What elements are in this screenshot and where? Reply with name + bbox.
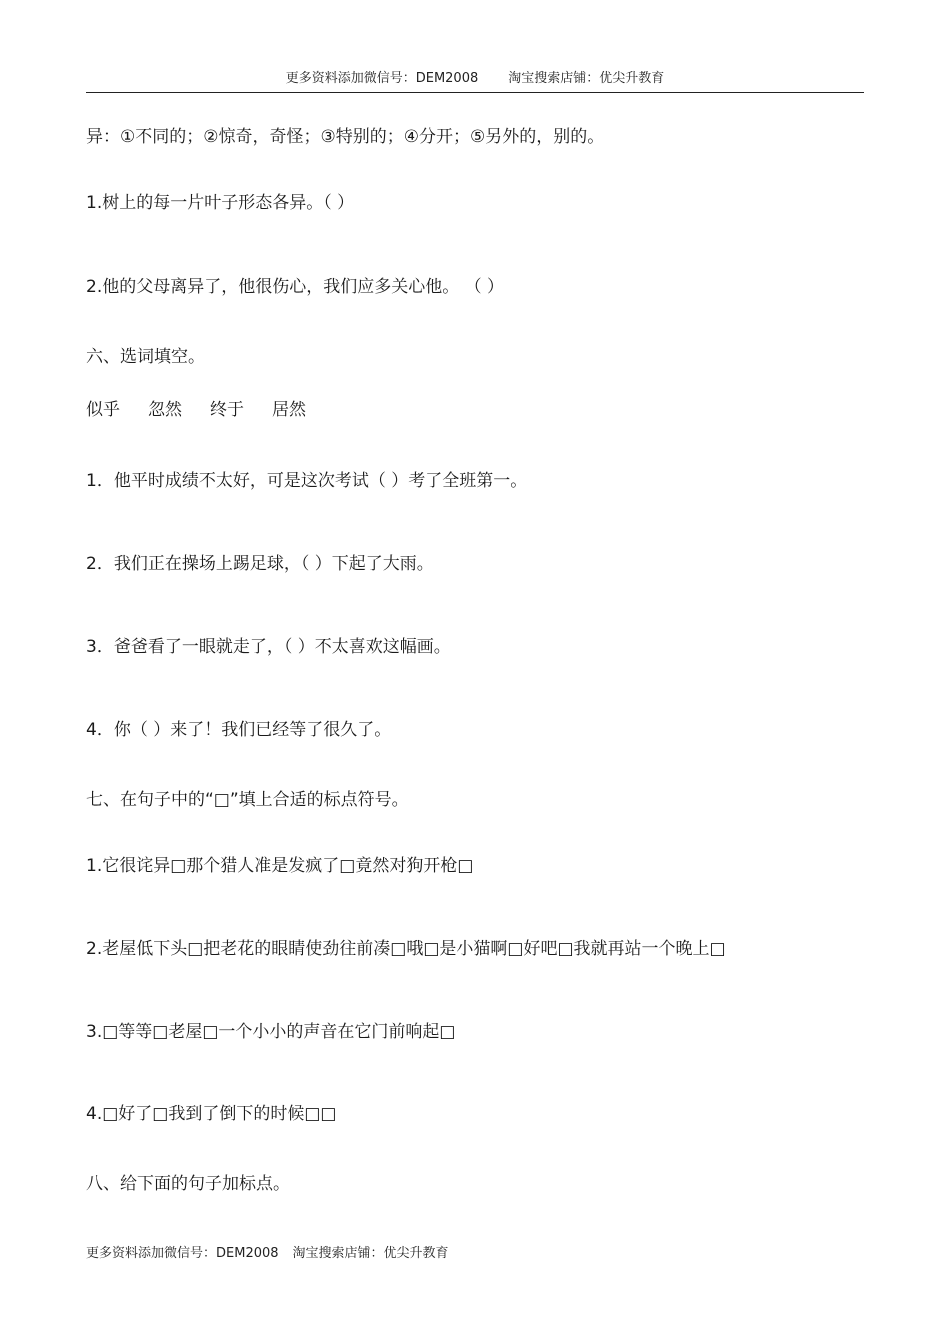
word-bank-item: 终于 — [210, 400, 244, 420]
section5-item-2: 2.他的父母离异了，他很伤心，我们应多关心他。 （ ） — [86, 277, 505, 297]
word-bank-item: 似乎 — [86, 400, 120, 420]
page-footer — [86, 1245, 449, 1263]
section7-item-1: 1.它很诧异□那个猎人准是发疯了□竟然对狗开枪□ — [86, 856, 474, 876]
section7-item-4: 4.□好了□我到了倒下的时候□□ — [86, 1104, 337, 1124]
section6-item-2: 2．我们正在操场上踢足球，（ ）下起了大雨。 — [86, 554, 434, 574]
section6-title: 六、选词填空。 — [86, 347, 205, 367]
definition-line: 异：①不同的；②惊奇，奇怪；③特别的；④分开；⑤另外的，别的。 — [86, 127, 605, 147]
word-bank-item: 忽然 — [148, 400, 182, 420]
section7-title: 七、在句子中的“□”填上合适的标点符号。 — [86, 790, 409, 810]
footer-shop: 淘宝搜索店铺：优尖升教育 — [292, 1246, 449, 1261]
footer-contact: 更多资料添加微信号：DEM2008 — [86, 1246, 279, 1261]
section7-item-3: 3.□等等□老屋□一个小小的声音在它门前响起□ — [86, 1022, 456, 1042]
word-bank-item: 居然 — [272, 400, 306, 420]
header-shop: 淘宝搜索店铺：优尖升教育 — [508, 71, 665, 86]
section7-item-2: 2.老屋低下头□把老花的眼睛使劲往前凑□哦□是小猫啊□好吧□我就再站一个晚上□ — [86, 939, 726, 959]
section6-item-1: 1．他平时成绩不太好，可是这次考试（ ）考了全班第一。 — [86, 471, 528, 491]
page-header — [86, 70, 864, 93]
section6-item-4: 4．你（ ）来了！我们已经等了很久了。 — [86, 720, 392, 740]
section5-item-1: 1.树上的每一片叶子形态各异。（ ） — [86, 193, 355, 213]
header-contact: 更多资料添加微信号：DEM2008 — [285, 71, 479, 86]
word-bank — [86, 399, 334, 421]
section6-item-3: 3．爸爸看了一眼就走了，（ ）不太喜欢这幅画。 — [86, 637, 451, 657]
section8-title: 八、给下面的句子加标点。 — [86, 1174, 290, 1194]
